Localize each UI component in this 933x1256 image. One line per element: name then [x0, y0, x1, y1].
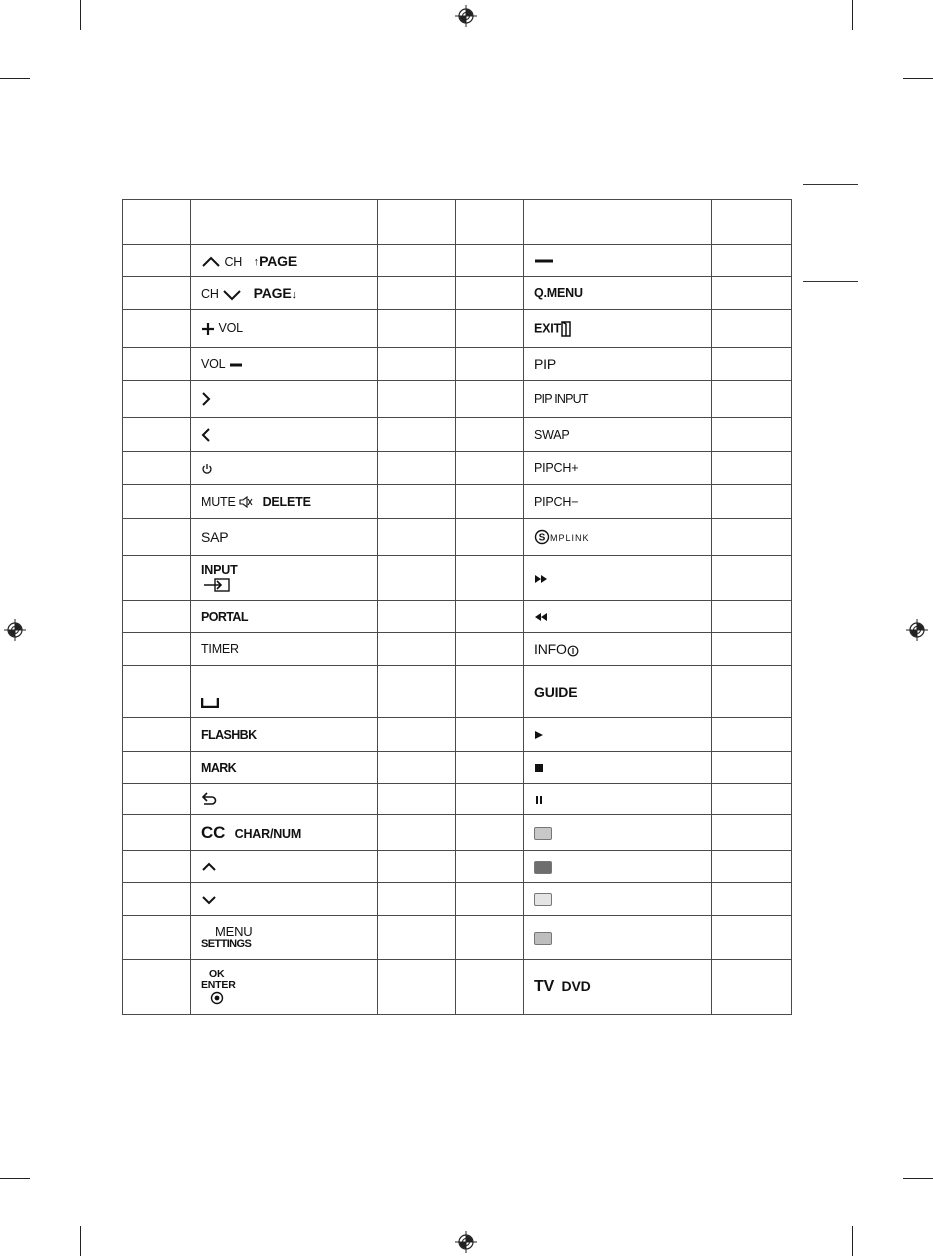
code-cell [456, 277, 524, 310]
header-cell [456, 200, 524, 245]
chevron-up-icon [201, 862, 217, 872]
function-cell [524, 916, 712, 960]
table-row [123, 519, 792, 556]
svg-text:S: S [538, 532, 546, 544]
code-cell [712, 960, 792, 1015]
code-cell [123, 666, 191, 718]
table-row [123, 784, 792, 815]
function-label: DVD [561, 978, 591, 994]
table-row [123, 718, 792, 752]
registration-mark-icon [906, 619, 928, 641]
code-cell [378, 784, 456, 815]
red-key-icon [534, 827, 552, 840]
code-cell [123, 960, 191, 1015]
function-cell [191, 883, 378, 916]
table-row [123, 883, 792, 916]
green-key-icon [534, 861, 552, 874]
code-cell [123, 883, 191, 916]
code-cell [456, 601, 524, 633]
function-label: INFO [534, 641, 567, 657]
simplink-logo [534, 529, 600, 545]
function-label: SETTINGS [201, 937, 252, 950]
code-cell [456, 851, 524, 883]
fast-forward-icon [534, 574, 548, 584]
chevron-right-icon [201, 392, 211, 406]
header-cell [378, 200, 456, 245]
crop-mark [80, 1226, 81, 1256]
function-label: MARK [201, 760, 237, 775]
table-row [123, 245, 792, 277]
function-cell [191, 485, 378, 519]
code-cell [712, 556, 792, 601]
function-cell [191, 851, 378, 883]
power-icon [201, 463, 213, 475]
code-cell [456, 418, 524, 452]
table-row [123, 556, 792, 601]
function-cell [191, 666, 378, 718]
pause-icon [534, 795, 544, 805]
function-cell [524, 960, 712, 1015]
function-cell [191, 601, 378, 633]
function-label: FLASHBK [201, 727, 257, 742]
code-cell [123, 556, 191, 601]
function-label: DELETE [262, 494, 311, 509]
function-cell [191, 556, 378, 601]
function-cell [524, 752, 712, 784]
back-icon [201, 792, 217, 806]
function-label: CH [224, 254, 243, 269]
code-cell [378, 851, 456, 883]
code-cell [378, 310, 456, 348]
function-label: PIP [534, 356, 556, 372]
table-row [123, 277, 792, 310]
function-cell [191, 348, 378, 381]
function-label: PORTAL [201, 609, 248, 624]
code-cell [378, 916, 456, 960]
code-cell [123, 601, 191, 633]
function-cell [524, 601, 712, 633]
function-cell [524, 310, 712, 348]
rewind-icon [534, 612, 548, 622]
function-cell [191, 519, 378, 556]
code-cell [378, 277, 456, 310]
code-cell [123, 245, 191, 277]
function-cell [524, 666, 712, 718]
crop-mark [0, 78, 30, 79]
registration-mark-icon [455, 1231, 477, 1253]
code-cell [712, 245, 792, 277]
function-label: VOL [218, 321, 243, 336]
code-cell [712, 883, 792, 916]
header-cell [191, 200, 378, 245]
code-cell [123, 348, 191, 381]
function-label: Q.MENU [534, 286, 583, 300]
code-cell [456, 718, 524, 752]
function-label: TV [534, 978, 555, 995]
function-label: INPUT [201, 562, 238, 577]
code-cell [378, 960, 456, 1015]
code-cell [378, 348, 456, 381]
function-cell [524, 519, 712, 556]
code-cell [712, 277, 792, 310]
code-cell [456, 960, 524, 1015]
crop-mark [80, 0, 81, 30]
function-cell [191, 418, 378, 452]
code-cell [123, 381, 191, 418]
function-label: EXIT [534, 320, 561, 335]
function-cell [191, 815, 378, 851]
code-cell [456, 310, 524, 348]
table-row [123, 452, 792, 485]
code-cell [712, 381, 792, 418]
code-cell [378, 815, 456, 851]
input-icon [203, 577, 233, 593]
function-cell [191, 310, 378, 348]
minus-icon [229, 362, 243, 368]
code-cell [712, 633, 792, 666]
table-row [123, 348, 792, 381]
code-cell [378, 883, 456, 916]
function-label: MENU [215, 923, 253, 939]
function-cell [524, 277, 712, 310]
function-label: ENTER [201, 979, 236, 991]
code-cell [712, 815, 792, 851]
code-cell [456, 245, 524, 277]
crop-mark [852, 0, 853, 30]
table-row [123, 916, 792, 960]
code-cell [712, 851, 792, 883]
code-cell [456, 348, 524, 381]
code-cell [456, 784, 524, 815]
code-cell [123, 815, 191, 851]
table-row [123, 666, 792, 718]
table-row [123, 633, 792, 666]
header-cell [524, 200, 712, 245]
function-label: TIMER [201, 642, 239, 656]
function-cell [524, 556, 712, 601]
code-cell [712, 310, 792, 348]
remote-code-table [122, 199, 792, 1015]
page-down-arrow-icon: ↓ [291, 288, 297, 301]
code-cell [456, 815, 524, 851]
side-tab-top-line [803, 184, 858, 185]
function-cell [191, 633, 378, 666]
code-cell [378, 485, 456, 519]
code-cell [378, 718, 456, 752]
code-cell [712, 519, 792, 556]
code-cell [123, 718, 191, 752]
svg-text:MPLINK: MPLINK [550, 533, 590, 543]
chevron-up-icon [201, 256, 221, 268]
chevron-down-icon [201, 895, 217, 905]
code-cell [456, 916, 524, 960]
function-label: OK [209, 968, 225, 980]
table-row [123, 310, 792, 348]
crop-mark [0, 1178, 30, 1179]
function-label: PAGE [253, 285, 292, 301]
ok-icon [210, 991, 224, 1005]
code-cell [123, 916, 191, 960]
code-cell [378, 633, 456, 666]
code-cell [456, 452, 524, 485]
mute-icon [239, 496, 253, 508]
function-cell [524, 815, 712, 851]
code-cell [712, 784, 792, 815]
function-cell [524, 348, 712, 381]
minus-icon [534, 258, 554, 264]
function-label: CHAR/NUM [234, 826, 302, 841]
code-cell [123, 633, 191, 666]
play-icon [534, 730, 544, 740]
code-cell [123, 452, 191, 485]
code-cell [712, 752, 792, 784]
code-cell [378, 601, 456, 633]
crop-mark [903, 1178, 933, 1179]
code-cell [712, 418, 792, 452]
code-cell [456, 633, 524, 666]
function-cell [524, 452, 712, 485]
code-cell [456, 556, 524, 601]
code-cell [378, 519, 456, 556]
function-cell [191, 381, 378, 418]
code-cell [456, 752, 524, 784]
code-cell [378, 666, 456, 718]
table-row [123, 851, 792, 883]
registration-mark-icon [4, 619, 26, 641]
code-cell [123, 519, 191, 556]
function-cell [524, 633, 712, 666]
function-cell [524, 381, 712, 418]
code-cell [123, 784, 191, 815]
function-cell [191, 960, 378, 1015]
code-cell [712, 718, 792, 752]
code-cell [123, 752, 191, 784]
crop-mark [903, 78, 933, 79]
function-label: PIPCH+ [534, 461, 579, 475]
code-cell [456, 381, 524, 418]
table-row [123, 752, 792, 784]
function-cell [191, 784, 378, 815]
function-cell [524, 485, 712, 519]
table-row [123, 418, 792, 452]
blue-key-icon [534, 932, 552, 945]
function-label: PIPCH− [534, 494, 579, 509]
code-cell [712, 485, 792, 519]
yellow-key-icon [534, 893, 552, 906]
code-cell [456, 485, 524, 519]
table-row [123, 960, 792, 1015]
code-cell [378, 556, 456, 601]
table-row [123, 815, 792, 851]
code-cell [712, 601, 792, 633]
stop-icon [534, 763, 544, 773]
code-cell [456, 666, 524, 718]
code-cell [378, 452, 456, 485]
function-cell [524, 418, 712, 452]
code-cell [456, 519, 524, 556]
code-cell [378, 418, 456, 452]
code-cell [123, 310, 191, 348]
function-label: VOL [201, 357, 226, 371]
function-label: CH [201, 287, 219, 301]
function-cell [191, 452, 378, 485]
code-cell [378, 752, 456, 784]
function-cell [524, 883, 712, 916]
page-up-arrow-icon: ↑ [253, 256, 260, 269]
info-icon [567, 645, 579, 657]
function-label: CC [201, 822, 226, 842]
function-label: SWAP [534, 427, 570, 442]
code-cell [712, 348, 792, 381]
code-cell [123, 485, 191, 519]
function-cell [191, 916, 378, 960]
code-cell [712, 916, 792, 960]
header-cell [123, 200, 191, 245]
function-cell [524, 718, 712, 752]
chevron-down-icon [222, 289, 242, 301]
header-cell [712, 200, 792, 245]
function-cell [191, 245, 378, 277]
table-row [123, 485, 792, 519]
function-label: PAGE [259, 252, 297, 269]
exit-icon [561, 321, 571, 337]
function-cell [524, 245, 712, 277]
function-cell [524, 851, 712, 883]
function-cell [524, 784, 712, 815]
code-cell [456, 883, 524, 916]
plus-icon [201, 322, 215, 336]
table-header-row [123, 200, 792, 245]
function-label: MUTE [201, 494, 236, 509]
code-cell [123, 851, 191, 883]
crop-mark [852, 1226, 853, 1256]
function-label: SAP [201, 529, 229, 545]
code-cell [123, 277, 191, 310]
function-cell [191, 277, 378, 310]
function-cell [191, 718, 378, 752]
function-label: PIP INPUT [534, 392, 588, 406]
space-icon [201, 698, 219, 708]
registration-mark-icon [455, 5, 477, 27]
table-row [123, 381, 792, 418]
code-cell [712, 452, 792, 485]
code-cell [378, 245, 456, 277]
side-tab-bottom-line [803, 281, 858, 282]
code-cell [712, 666, 792, 718]
function-label: GUIDE [534, 683, 578, 700]
chevron-left-icon [201, 428, 211, 442]
function-cell [191, 752, 378, 784]
code-cell [378, 381, 456, 418]
table-row [123, 601, 792, 633]
code-cell [123, 418, 191, 452]
